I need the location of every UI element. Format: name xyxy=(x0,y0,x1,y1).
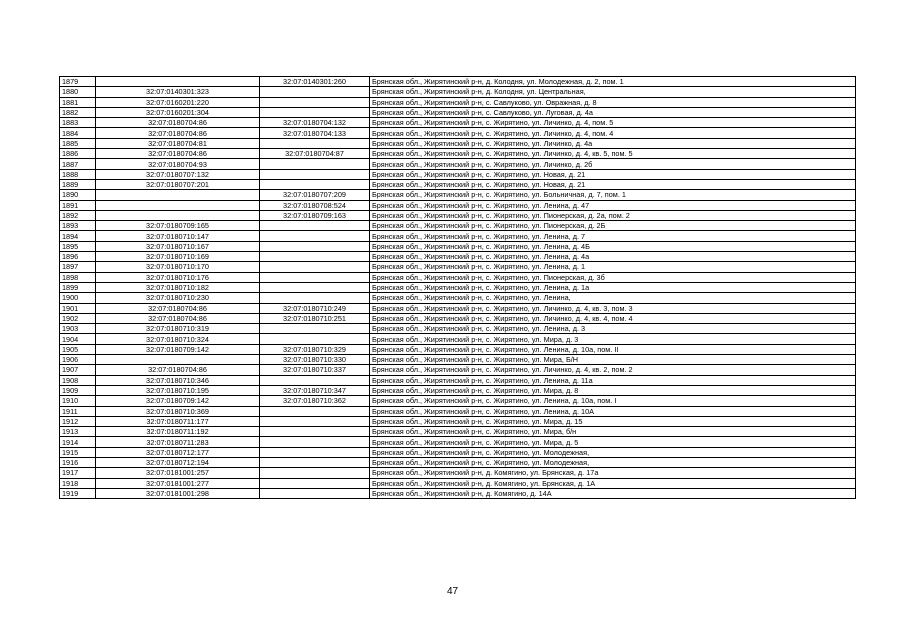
row-number-cell: 1891 xyxy=(60,200,96,210)
room-cadastral-number-cell: 32:07:0180704:133 xyxy=(260,128,370,138)
table-row xyxy=(60,87,856,97)
room-cadastral-number-cell xyxy=(260,262,370,272)
room-cadastral-number-cell: 32:07:0180710:362 xyxy=(260,396,370,406)
room-cadastral-number-cell xyxy=(260,107,370,117)
room-cadastral-number-cell: 32:07:0180710:329 xyxy=(260,344,370,354)
table-row xyxy=(60,416,856,426)
address-cell: Брянская обл., Жирятинский р-н, с. Жирятино, ул. Ленина, д. 47 xyxy=(370,200,856,210)
room-cadastral-number-cell xyxy=(260,406,370,416)
table-row xyxy=(60,447,856,457)
row-number-cell: 1911 xyxy=(60,406,96,416)
cadastral-number-cell: 32:07:0180704:86 xyxy=(96,303,260,313)
room-cadastral-number-cell xyxy=(260,169,370,179)
table-row xyxy=(60,457,856,467)
room-cadastral-number-cell xyxy=(260,159,370,169)
room-cadastral-number-cell: 32:07:0180707:209 xyxy=(260,190,370,200)
table-row xyxy=(60,468,856,478)
room-cadastral-number-cell xyxy=(260,468,370,478)
room-cadastral-number-cell xyxy=(260,324,370,334)
cadastral-number-cell: 32:07:0180709:142 xyxy=(96,344,260,354)
room-cadastral-number-cell: 32:07:0180708:524 xyxy=(260,200,370,210)
cadastral-number-cell: 32:07:0180710:346 xyxy=(96,375,260,385)
address-cell: Брянская обл., Жирятинский р-н, с. Жирятино, ул. Ленина, д. 1 xyxy=(370,262,856,272)
row-number-cell: 1907 xyxy=(60,365,96,375)
cadastral-number-cell: 32:07:0180709:165 xyxy=(96,221,260,231)
cadastral-number-cell: 32:07:0180707:201 xyxy=(96,179,260,189)
row-number-cell: 1887 xyxy=(60,159,96,169)
address-cell: Брянская обл., Жирятинский р-н, с. Жирятино, ул. Ленина, д. 7 xyxy=(370,231,856,241)
room-cadastral-number-cell: 32:07:0180710:251 xyxy=(260,313,370,323)
table-row xyxy=(60,385,856,395)
address-cell: Брянская обл., Жирятинский р-н, с. Жирятино, ул. Личинко, д. 4а xyxy=(370,138,856,148)
address-cell: Брянская обл., Жирятинский р-н, д. Комягино, д. 14А xyxy=(370,488,856,498)
cadastral-number-cell: 32:07:0180710:170 xyxy=(96,262,260,272)
cadastral-number-cell: 32:07:0180710:195 xyxy=(96,385,260,395)
table-row xyxy=(60,118,856,128)
cadastral-number-cell: 32:07:0180710:319 xyxy=(96,324,260,334)
address-cell: Брянская обл., Жирятинский р-н, с. Савлуково, ул. Овражная, д. 8 xyxy=(370,97,856,107)
table-row xyxy=(60,138,856,148)
row-number-cell: 1883 xyxy=(60,118,96,128)
row-number-cell: 1899 xyxy=(60,282,96,292)
row-number-cell: 1892 xyxy=(60,210,96,220)
room-cadastral-number-cell xyxy=(260,221,370,231)
room-cadastral-number-cell xyxy=(260,416,370,426)
room-cadastral-number-cell: 32:07:0180709:163 xyxy=(260,210,370,220)
cadastral-number-cell: 32:07:0180711:177 xyxy=(96,416,260,426)
table-row xyxy=(60,293,856,303)
table-row xyxy=(60,221,856,231)
room-cadastral-number-cell: 32:07:0180704:87 xyxy=(260,149,370,159)
cadastral-number-cell: 32:07:0180709:142 xyxy=(96,396,260,406)
address-cell: Брянская обл., Жирятинский р-н, с. Жирятино, ул. Ленина, д. 10а, пом. II xyxy=(370,344,856,354)
row-number-cell: 1916 xyxy=(60,457,96,467)
cadastral-number-cell: 32:07:0181001:257 xyxy=(96,468,260,478)
cadastral-number-cell xyxy=(96,200,260,210)
table-row xyxy=(60,427,856,437)
row-number-cell: 1909 xyxy=(60,385,96,395)
table-row xyxy=(60,488,856,498)
row-number-cell: 1882 xyxy=(60,107,96,117)
table-row xyxy=(60,344,856,354)
cadastral-number-cell xyxy=(96,77,260,87)
cadastral-number-cell xyxy=(96,355,260,365)
row-number-cell: 1915 xyxy=(60,447,96,457)
row-number-cell: 1888 xyxy=(60,169,96,179)
room-cadastral-number-cell xyxy=(260,241,370,251)
address-cell: Брянская обл., Жирятинский р-н, с. Жирятино, ул. Личинко, д. 4, кв. 4, пом. 4 xyxy=(370,313,856,323)
address-cell: Брянская обл., Жирятинский р-н, с. Жирятино, ул. Мира, д. 5 xyxy=(370,437,856,447)
room-cadastral-number-cell xyxy=(260,231,370,241)
room-cadastral-number-cell: 32:07:0180704:132 xyxy=(260,118,370,128)
address-cell: Брянская обл., Жирятинский р-н, с. Жирятино, ул. Личинко, д. 4, пом. 4 xyxy=(370,128,856,138)
table-row xyxy=(60,313,856,323)
row-number-cell: 1904 xyxy=(60,334,96,344)
address-cell: Брянская обл., Жирятинский р-н, с. Жирятино, ул. Новая, д. 21 xyxy=(370,179,856,189)
table-row xyxy=(60,77,856,87)
table-row xyxy=(60,282,856,292)
row-number-cell: 1912 xyxy=(60,416,96,426)
row-number-cell: 1885 xyxy=(60,138,96,148)
room-cadastral-number-cell: 32:07:0180710:347 xyxy=(260,385,370,395)
cadastral-number-cell: 32:07:0180712:194 xyxy=(96,457,260,467)
row-number-cell: 1913 xyxy=(60,427,96,437)
address-cell: Брянская обл., Жирятинский р-н, с. Жирятино, ул. Мира, д. 15 xyxy=(370,416,856,426)
address-cell: Брянская обл., Жирятинский р-н, с. Жирятино, ул. Ленина, д. 4а xyxy=(370,252,856,262)
row-number-cell: 1902 xyxy=(60,313,96,323)
cadastral-number-cell: 32:07:0180704:86 xyxy=(96,149,260,159)
room-cadastral-number-cell xyxy=(260,252,370,262)
address-cell: Брянская обл., Жирятинский р-н, д. Колодня, ул. Молодежная, д. 2, пом. 1 xyxy=(370,77,856,87)
table-row xyxy=(60,375,856,385)
cadastral-number-cell: 32:07:0180710:147 xyxy=(96,231,260,241)
room-cadastral-number-cell xyxy=(260,293,370,303)
table-row xyxy=(60,324,856,334)
room-cadastral-number-cell xyxy=(260,427,370,437)
address-cell: Брянская обл., Жирятинский р-н, с. Жирятино, ул. Новая, д. 21 xyxy=(370,169,856,179)
cadastral-number-cell: 32:07:0180704:93 xyxy=(96,159,260,169)
row-number-cell: 1894 xyxy=(60,231,96,241)
table-row xyxy=(60,262,856,272)
cadastral-number-cell xyxy=(96,190,260,200)
row-number-cell: 1901 xyxy=(60,303,96,313)
row-number-cell: 1898 xyxy=(60,272,96,282)
cadastral-number-cell: 32:07:0180710:230 xyxy=(96,293,260,303)
address-cell: Брянская обл., Жирятинский р-н, с. Жирятино, ул. Личинко, д. 4, пом. 5 xyxy=(370,118,856,128)
cadastral-number-cell: 32:07:0180704:86 xyxy=(96,313,260,323)
row-number-cell: 1893 xyxy=(60,221,96,231)
row-number-cell: 1914 xyxy=(60,437,96,447)
cadastral-number-cell: 32:07:0180712:177 xyxy=(96,447,260,457)
table-row xyxy=(60,179,856,189)
room-cadastral-number-cell xyxy=(260,478,370,488)
cadastral-number-cell: 32:07:0180710:369 xyxy=(96,406,260,416)
table-row xyxy=(60,149,856,159)
cadastral-number-cell: 32:07:0180711:192 xyxy=(96,427,260,437)
row-number-cell: 1903 xyxy=(60,324,96,334)
address-cell: Брянская обл., Жирятинский р-н, с. Жирятино, ул. Мира, д. 3 xyxy=(370,334,856,344)
cadastral-number-cell: 32:07:0180710:169 xyxy=(96,252,260,262)
address-cell: Брянская обл., Жирятинский р-н, д. Комягино, ул. Брянская, д. 1А xyxy=(370,478,856,488)
address-cell: Брянская обл., Жирятинский р-н, с. Жирятино, ул. Пионерская, д. 2а, пом. 2 xyxy=(370,210,856,220)
row-number-cell: 1906 xyxy=(60,355,96,365)
row-number-cell: 1908 xyxy=(60,375,96,385)
cadastral-number-cell xyxy=(96,210,260,220)
table-row xyxy=(60,159,856,169)
room-cadastral-number-cell xyxy=(260,87,370,97)
room-cadastral-number-cell xyxy=(260,97,370,107)
table-row xyxy=(60,396,856,406)
address-cell: Брянская обл., Жирятинский р-н, с. Жирятино, ул. Ленина, д. 11а xyxy=(370,375,856,385)
address-cell: Брянская обл., Жирятинский р-н, с. Жирятино, ул. Личинко, д. 4, кв. 3, пом. 3 xyxy=(370,303,856,313)
table-row xyxy=(60,334,856,344)
address-cell: Брянская обл., Жирятинский р-н, с. Жирятино, ул. Личинко, д. 4, кв. 5, пом. 5 xyxy=(370,149,856,159)
row-number-cell: 1918 xyxy=(60,478,96,488)
room-cadastral-number-cell xyxy=(260,282,370,292)
table-row xyxy=(60,128,856,138)
cadastral-number-cell: 32:07:0180710:167 xyxy=(96,241,260,251)
cadastral-number-cell: 32:07:0140301:323 xyxy=(96,87,260,97)
page-number: 47 xyxy=(446,586,459,597)
room-cadastral-number-cell xyxy=(260,437,370,447)
row-number-cell: 1897 xyxy=(60,262,96,272)
room-cadastral-number-cell: 32:07:0140301:260 xyxy=(260,77,370,87)
row-number-cell: 1890 xyxy=(60,190,96,200)
row-number-cell: 1880 xyxy=(60,87,96,97)
room-cadastral-number-cell xyxy=(260,272,370,282)
room-cadastral-number-cell xyxy=(260,488,370,498)
room-cadastral-number-cell xyxy=(260,447,370,457)
cadastral-number-cell: 32:07:0181001:277 xyxy=(96,478,260,488)
address-cell: Брянская обл., Жирятинский р-н, с. Жирятино, ул. Молодежная, xyxy=(370,457,856,467)
address-cell: Брянская обл., Жирятинский р-н, д. Колодня, ул. Центральная, xyxy=(370,87,856,97)
address-cell: Брянская обл., Жирятинский р-н, с. Жирятино, ул. Ленина, д. 1а xyxy=(370,282,856,292)
address-cell: Брянская обл., Жирятинский р-н, с. Жирятино, ул. Ленина, д. 3 xyxy=(370,324,856,334)
row-number-cell: 1900 xyxy=(60,293,96,303)
address-cell: Брянская обл., Жирятинский р-н, с. Жирятино, ул. Молодежная, xyxy=(370,447,856,457)
address-cell: Брянская обл., Жирятинский р-н, с. Жирятино, ул. Личинко, д. 4, кв. 2, пом. 2 xyxy=(370,365,856,375)
room-cadastral-number-cell xyxy=(260,457,370,467)
cadastral-number-cell: 32:07:0180710:324 xyxy=(96,334,260,344)
table-row xyxy=(60,97,856,107)
row-number-cell: 1917 xyxy=(60,468,96,478)
address-cell: Брянская обл., Жирятинский р-н, с. Жирятино, ул. Ленина, xyxy=(370,293,856,303)
room-cadastral-number-cell xyxy=(260,375,370,385)
table-row xyxy=(60,231,856,241)
row-number-cell: 1896 xyxy=(60,252,96,262)
table-row xyxy=(60,478,856,488)
row-number-cell: 1905 xyxy=(60,344,96,354)
table-row xyxy=(60,355,856,365)
row-number-cell: 1889 xyxy=(60,179,96,189)
table-row xyxy=(60,241,856,251)
table-row xyxy=(60,303,856,313)
room-cadastral-number-cell xyxy=(260,138,370,148)
cadastral-number-cell: 32:07:0180710:182 xyxy=(96,282,260,292)
cadastral-number-cell: 32:07:0160201:220 xyxy=(96,97,260,107)
table-row xyxy=(60,210,856,220)
table-row xyxy=(60,252,856,262)
address-cell: Брянская обл., Жирятинский р-н, с. Савлуково, ул. Луговая, д. 4а xyxy=(370,107,856,117)
room-cadastral-number-cell: 32:07:0180710:330 xyxy=(260,355,370,365)
cadastral-number-cell: 32:07:0180704:81 xyxy=(96,138,260,148)
table-row xyxy=(60,437,856,447)
address-cell: Брянская обл., Жирятинский р-н, с. Жирятино, ул. Личинко, д. 2б xyxy=(370,159,856,169)
address-cell: Брянская обл., Жирятинский р-н, с. Жирятино, ул. Ленина, д. 10А xyxy=(370,406,856,416)
row-number-cell: 1895 xyxy=(60,241,96,251)
address-cell: Брянская обл., Жирятинский р-н, д. Комягино, ул. Брянская, д. 17а xyxy=(370,468,856,478)
table-row xyxy=(60,272,856,282)
address-cell: Брянская обл., Жирятинский р-н, с. Жирятино, ул. Пионерская, д. 3б xyxy=(370,272,856,282)
cadastral-number-cell: 32:07:0180711:283 xyxy=(96,437,260,447)
address-cell: Брянская обл., Жирятинский р-н, с. Жирятино, ул. Мира, Б/Н xyxy=(370,355,856,365)
cadastral-number-cell: 32:07:0160201:304 xyxy=(96,107,260,117)
address-cell: Брянская обл., Жирятинский р-н, с. Жирятино, ул. Ленина, д. 4Б xyxy=(370,241,856,251)
room-cadastral-number-cell: 32:07:0180710:337 xyxy=(260,365,370,375)
cadastral-number-cell: 32:07:0180704:86 xyxy=(96,128,260,138)
table-row xyxy=(60,200,856,210)
address-cell: Брянская обл., Жирятинский р-н, с. Жирятино, ул. Ленина, д. 10а, пом. I xyxy=(370,396,856,406)
cadastral-number-cell: 32:07:0180707:132 xyxy=(96,169,260,179)
row-number-cell: 1884 xyxy=(60,128,96,138)
address-cell: Брянская обл., Жирятинский р-н, с. Жирятино, ул. Мира, д. 8 xyxy=(370,385,856,395)
room-cadastral-number-cell: 32:07:0180710:249 xyxy=(260,303,370,313)
row-number-cell: 1879 xyxy=(60,77,96,87)
table-row xyxy=(60,365,856,375)
row-number-cell: 1881 xyxy=(60,97,96,107)
table-row xyxy=(60,406,856,416)
cadastral-number-cell: 32:07:0180704:86 xyxy=(96,118,260,128)
room-cadastral-number-cell xyxy=(260,334,370,344)
row-number-cell: 1919 xyxy=(60,488,96,498)
table-row xyxy=(60,169,856,179)
table-row xyxy=(60,107,856,117)
registry-table xyxy=(59,76,856,499)
cadastral-number-cell: 32:07:0180704:86 xyxy=(96,365,260,375)
cadastral-number-cell: 32:07:0180710:176 xyxy=(96,272,260,282)
room-cadastral-number-cell xyxy=(260,179,370,189)
row-number-cell: 1910 xyxy=(60,396,96,406)
row-number-cell: 1886 xyxy=(60,149,96,159)
table-row xyxy=(60,190,856,200)
cadastral-number-cell: 32:07:0181001:298 xyxy=(96,488,260,498)
address-cell: Брянская обл., Жирятинский р-н, с. Жирятино, ул. Пионерская, д. 2Б xyxy=(370,221,856,231)
address-cell: Брянская обл., Жирятинский р-н, с. Жирятино, ул. Мира, б/н xyxy=(370,427,856,437)
address-cell: Брянская обл., Жирятинский р-н, с. Жирятино, ул. Больничная, д. 7, пом. 1 xyxy=(370,190,856,200)
registry-table-body xyxy=(60,77,856,499)
